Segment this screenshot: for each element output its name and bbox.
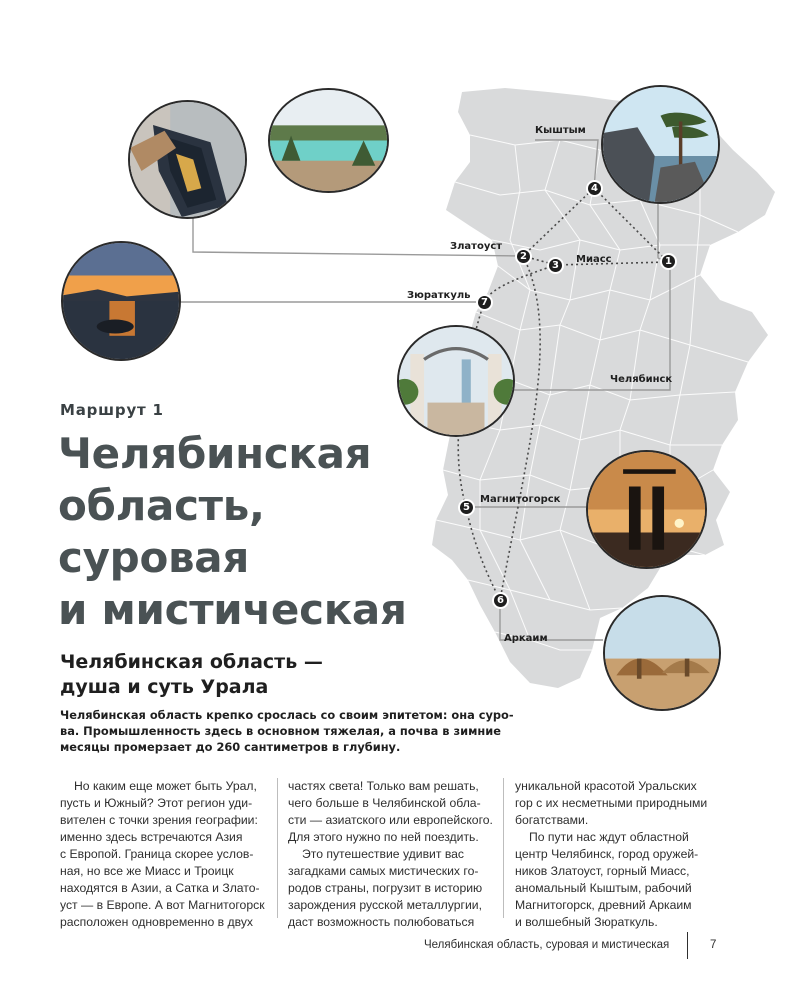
city-label-kyshtym: Кыштым <box>535 125 586 136</box>
text-line: уст — в Европе. А вот Магнитогорск <box>60 898 265 912</box>
route-marker-3: 3 <box>547 257 564 274</box>
text-line: пусть и Южный? Этот регион уди- <box>60 796 253 810</box>
lead-line: ва. Промышленность здесь в основном тяжелая, а почва в зимние <box>60 724 501 738</box>
text-line: Но каким еще может быть Урал, <box>74 779 257 793</box>
footer-divider <box>687 932 688 959</box>
text-line: аномальный Кыштым, рабочий <box>515 881 692 895</box>
text-column-1 <box>60 778 272 931</box>
text-line: чего больше в Челябинской обла- <box>288 796 481 810</box>
photo-pine-on-rock <box>601 85 720 204</box>
photo-knife-engraving <box>128 100 247 219</box>
photo-arkaim-dwellings <box>603 595 721 711</box>
subtitle-line: душа и суть Урала <box>60 676 269 698</box>
route-marker-4: 4 <box>586 180 603 197</box>
city-label-zyuratkul: Зюраткуль <box>407 290 471 301</box>
text-line: зарождения русской металлургии, <box>288 898 482 912</box>
photo-city-gate <box>397 325 515 437</box>
text-line: находятся в Азии, а Сатка и Злато- <box>60 881 260 895</box>
text-line: именно здесь встречаются Азия <box>60 830 243 844</box>
subtitle-line: Челябинская область — <box>60 651 323 673</box>
title-line: и мистическая <box>58 585 407 634</box>
text-line: ная, но все же Миасс и Троицк <box>60 864 234 878</box>
text-line: загадками самых мистических го- <box>288 864 479 878</box>
route-marker-6: 6 <box>492 592 509 609</box>
text-column-3 <box>515 778 727 931</box>
text-line: Магнитогорск, древний Аркаим <box>515 898 692 912</box>
text-line: уникальной красотой Уральских <box>515 779 697 793</box>
city-label-arkaim: Аркаим <box>504 633 548 644</box>
lead-paragraph <box>60 707 514 755</box>
city-label-magnitogorsk: Магнитогорск <box>480 494 561 505</box>
route-label: Маршрут 1 <box>60 401 164 419</box>
route-marker-1: 1 <box>660 253 677 270</box>
text-line: богатствами. <box>515 813 589 827</box>
photo-monument-sunset <box>586 450 707 569</box>
route-marker-2: 2 <box>515 248 532 265</box>
photo-lake-sunset <box>61 241 181 361</box>
title-line: область, <box>58 481 265 530</box>
text-line: с Европой. Граница скорее услов- <box>60 847 254 861</box>
column-divider <box>503 778 504 918</box>
text-column-2 <box>288 778 500 931</box>
text-line: вителен с точки зрения географии: <box>60 813 258 827</box>
route-marker-7: 7 <box>476 294 493 311</box>
text-line: Для этого нужно по ней поездить. <box>288 830 479 844</box>
lead-line: месяцы промерзает до 260 сантиметров в глубину. <box>60 740 401 754</box>
text-line: и волшебный Зюраткуль. <box>515 915 658 929</box>
text-line: родов страны, погрузит в историю <box>288 881 483 895</box>
text-line: частях света! Только вам решать, <box>288 779 479 793</box>
page-subtitle <box>60 650 323 700</box>
text-line: центр Челябинск, город оружей- <box>515 847 699 861</box>
running-footer: Челябинская область, суровая и мистическая <box>424 939 670 951</box>
title-line: суровая <box>58 533 249 582</box>
text-line: гор с их несметными природными <box>515 796 708 810</box>
city-label-miass: Миасс <box>576 254 612 265</box>
lead-line: Челябинская область крепко срослась со своим эпитетом: она суро- <box>60 708 514 722</box>
route-marker-5: 5 <box>458 499 475 516</box>
text-line: Это путешествие удивит вас <box>302 847 465 861</box>
city-label-chelyabinsk: Челябинск <box>610 374 673 385</box>
column-divider <box>277 778 278 918</box>
photo-turquoise-lake <box>268 88 389 193</box>
text-line: ников Златоуст, горный Миасс, <box>515 864 690 878</box>
text-line: сти — азиатского или европейского. <box>288 813 493 827</box>
city-label-zlatoust: Златоуст <box>450 241 503 252</box>
text-line: даст возможность полюбоваться <box>288 915 475 929</box>
text-line: По пути нас ждут областной <box>529 830 689 844</box>
title-line: Челябинская <box>58 429 372 478</box>
text-line: расположен одновременно в двух <box>60 915 254 929</box>
page-number: 7 <box>710 939 717 951</box>
page-title <box>58 428 407 636</box>
